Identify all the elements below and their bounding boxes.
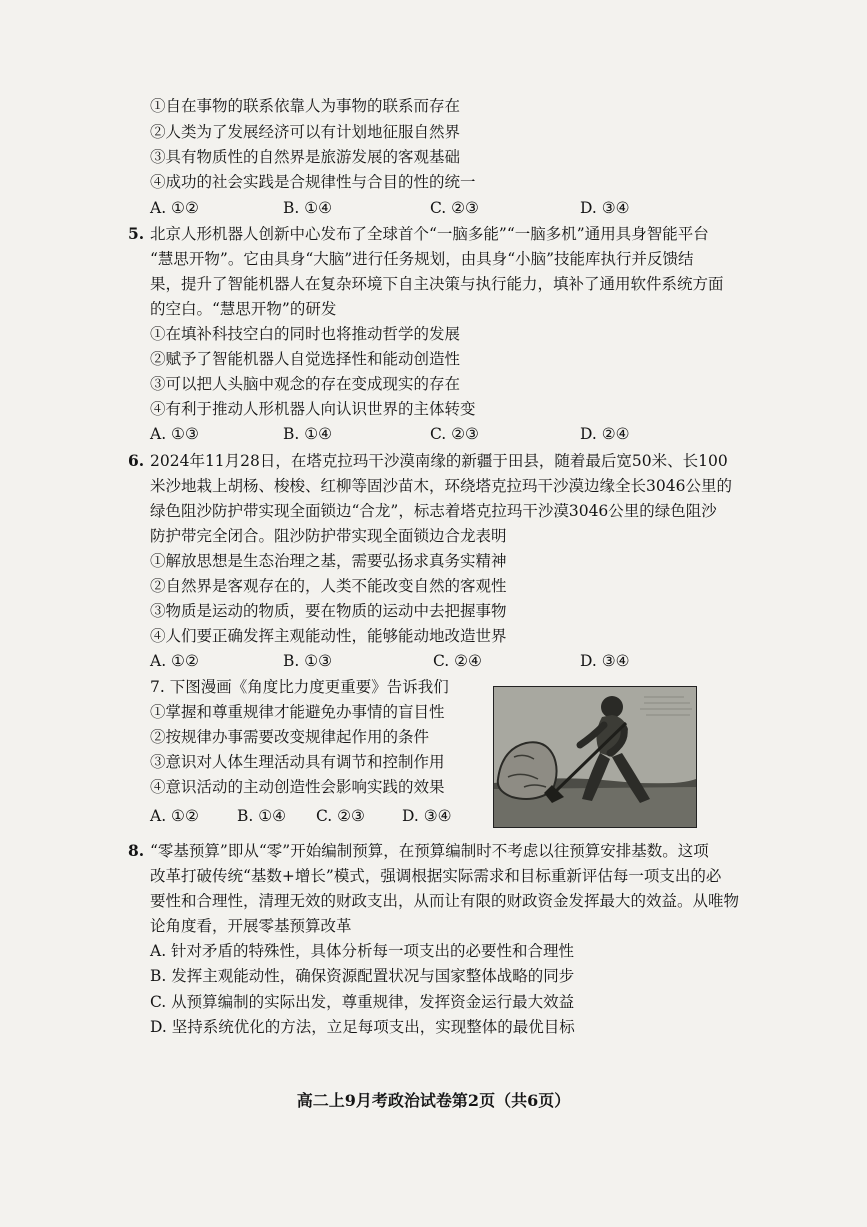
q7-stem: 7. 下图漫画《角度比力度更重要》告诉我们 (150, 678, 449, 696)
q7-statement-4: ④意识活动的主动创造性会影响实践的效果 (150, 778, 445, 796)
q4-choice-b: B. ①④ (283, 199, 333, 217)
q4-choice-c: C. ②③ (430, 199, 479, 217)
q6-choice-c: C. ②④ (433, 652, 482, 670)
q8-option-b: B. 发挥主观能动性，确保资源配置状况与国家整体战略的同步 (150, 967, 575, 985)
q6-stem-line-2: 米沙地栽上胡杨、梭梭、红柳等固沙苗木，环绕塔克拉玛干沙漠边缘全长3046公里的 (150, 477, 732, 495)
q8-number: 8. (128, 841, 145, 860)
q7-statement-3: ③意识对人体生理活动具有调节和控制作用 (150, 753, 445, 771)
q8-option-c: C. 从预算编制的实际出发，尊重规律，发挥资金运行最大效益 (150, 993, 575, 1011)
q7-statement-2: ②按规律办事需要改变规律起作用的条件 (150, 728, 430, 746)
q5-stem-line-4: 的空白。“慧思开物”的研发 (150, 300, 337, 318)
q6-choice-b: B. ①③ (283, 652, 333, 670)
q4-statement-1: ①自在事物的联系依靠人为事物的联系而存在 (150, 97, 461, 115)
q6-statement-3: ③物质是运动的物质，要在物质的运动中去把握事物 (150, 602, 507, 620)
q4-statement-2: ②人类为了发展经济可以有计划地征服自然界 (150, 123, 461, 141)
page-footer: 高二上9月考政治试卷第2页（共6页） (296, 1091, 571, 1110)
q6-number: 6. (128, 451, 145, 470)
q5-statement-4: ④有利于推动人形机器人向认识世界的主体转变 (150, 400, 476, 418)
q4-statement-3: ③具有物质性的自然界是旅游发展的客观基础 (150, 148, 461, 166)
q7-choice-d: D. ③④ (402, 807, 452, 825)
q4-choice-d: D. ③④ (580, 199, 630, 217)
q8-stem-line-4: 论角度看，开展零基预算改革 (150, 917, 352, 935)
q5-choice-d: D. ②④ (580, 425, 630, 443)
q6-stem-line-3: 绿色阻沙防护带实现全面锁边“合龙”，标志着塔克拉玛干沙漠3046公里的绿色阻沙 (150, 502, 717, 520)
cartoon-illustration (494, 687, 696, 827)
q7-statement-1: ①掌握和尊重规律才能避免办事情的盲目性 (150, 703, 445, 721)
q6-stem-line-4: 防护带完全闭合。阻沙防护带实现全面锁边合龙表明 (150, 527, 507, 545)
q4-statement-4: ④成功的社会实践是合规律性与合目的性的统一 (150, 173, 476, 191)
q5-statement-2: ②赋予了智能机器人自觉选择性和能动创造性 (150, 350, 461, 368)
q5-number: 5. (128, 224, 145, 243)
q5-choice-a: A. ①③ (150, 425, 199, 443)
q5-choice-b: B. ①④ (283, 425, 333, 443)
q8-stem-line-2: 改革打破传统“基数+增长”模式，强调根据实际需求和目标重新评估每一项支出的必 (150, 867, 722, 885)
q7-choice-b: B. ①④ (237, 807, 287, 825)
q6-statement-1: ①解放思想是生态治理之基，需要弘扬求真务实精神 (150, 552, 507, 570)
q5-stem-line-2: “慧思开物”。它由具身“大脑”进行任务规划，由具身“小脑”技能库执行并反馈结 (150, 250, 694, 268)
q6-statement-2: ②自然界是客观存在的，人类不能改变自然的客观性 (150, 577, 507, 595)
q4-choice-a: A. ①② (150, 199, 199, 217)
q7-choice-c: C. ②③ (316, 807, 365, 825)
q8-stem-line-1: “零基预算”即从“零”开始编制预算，在预算编制时不考虑以往预算安排基数。这项 (150, 842, 709, 860)
cartoon-image (493, 686, 697, 828)
q8-stem-line-3: 要性和合理性，清理无效的财政支出，从而让有限的财政资金发挥最大的效益。从唯物 (150, 892, 740, 910)
q8-option-d: D. 坚持系统优化的方法，立足每项支出，实现整体的最优目标 (150, 1018, 575, 1036)
q5-statement-3: ③可以把人头脑中观念的存在变成现实的存在 (150, 375, 461, 393)
q5-choice-c: C. ②③ (430, 425, 479, 443)
q6-stem-line-1: 2024年11月28日，在塔克拉玛干沙漠南缘的新疆于田县，随着最后宽50米、长100 (150, 452, 728, 470)
q8-option-a: A. 针对矛盾的特殊性，具体分析每一项支出的必要性和合理性 (150, 942, 575, 960)
q5-statement-1: ①在填补科技空白的同时也将推动哲学的发展 (150, 325, 461, 343)
q6-choice-d: D. ③④ (580, 652, 630, 670)
q5-stem-line-1: 北京人形机器人创新中心发布了全球首个“一脑多能”“一脑多机”通用具身智能平台 (150, 225, 709, 243)
q6-choice-a: A. ①② (150, 652, 199, 670)
q6-statement-4: ④人们要正确发挥主观能动性，能够能动地改造世界 (150, 627, 507, 645)
q5-stem-line-3: 果，提升了智能机器人在复杂环境下自主决策与执行能力，填补了通用软件系统方面 (150, 275, 724, 293)
q7-choice-a: A. ①② (150, 807, 199, 825)
